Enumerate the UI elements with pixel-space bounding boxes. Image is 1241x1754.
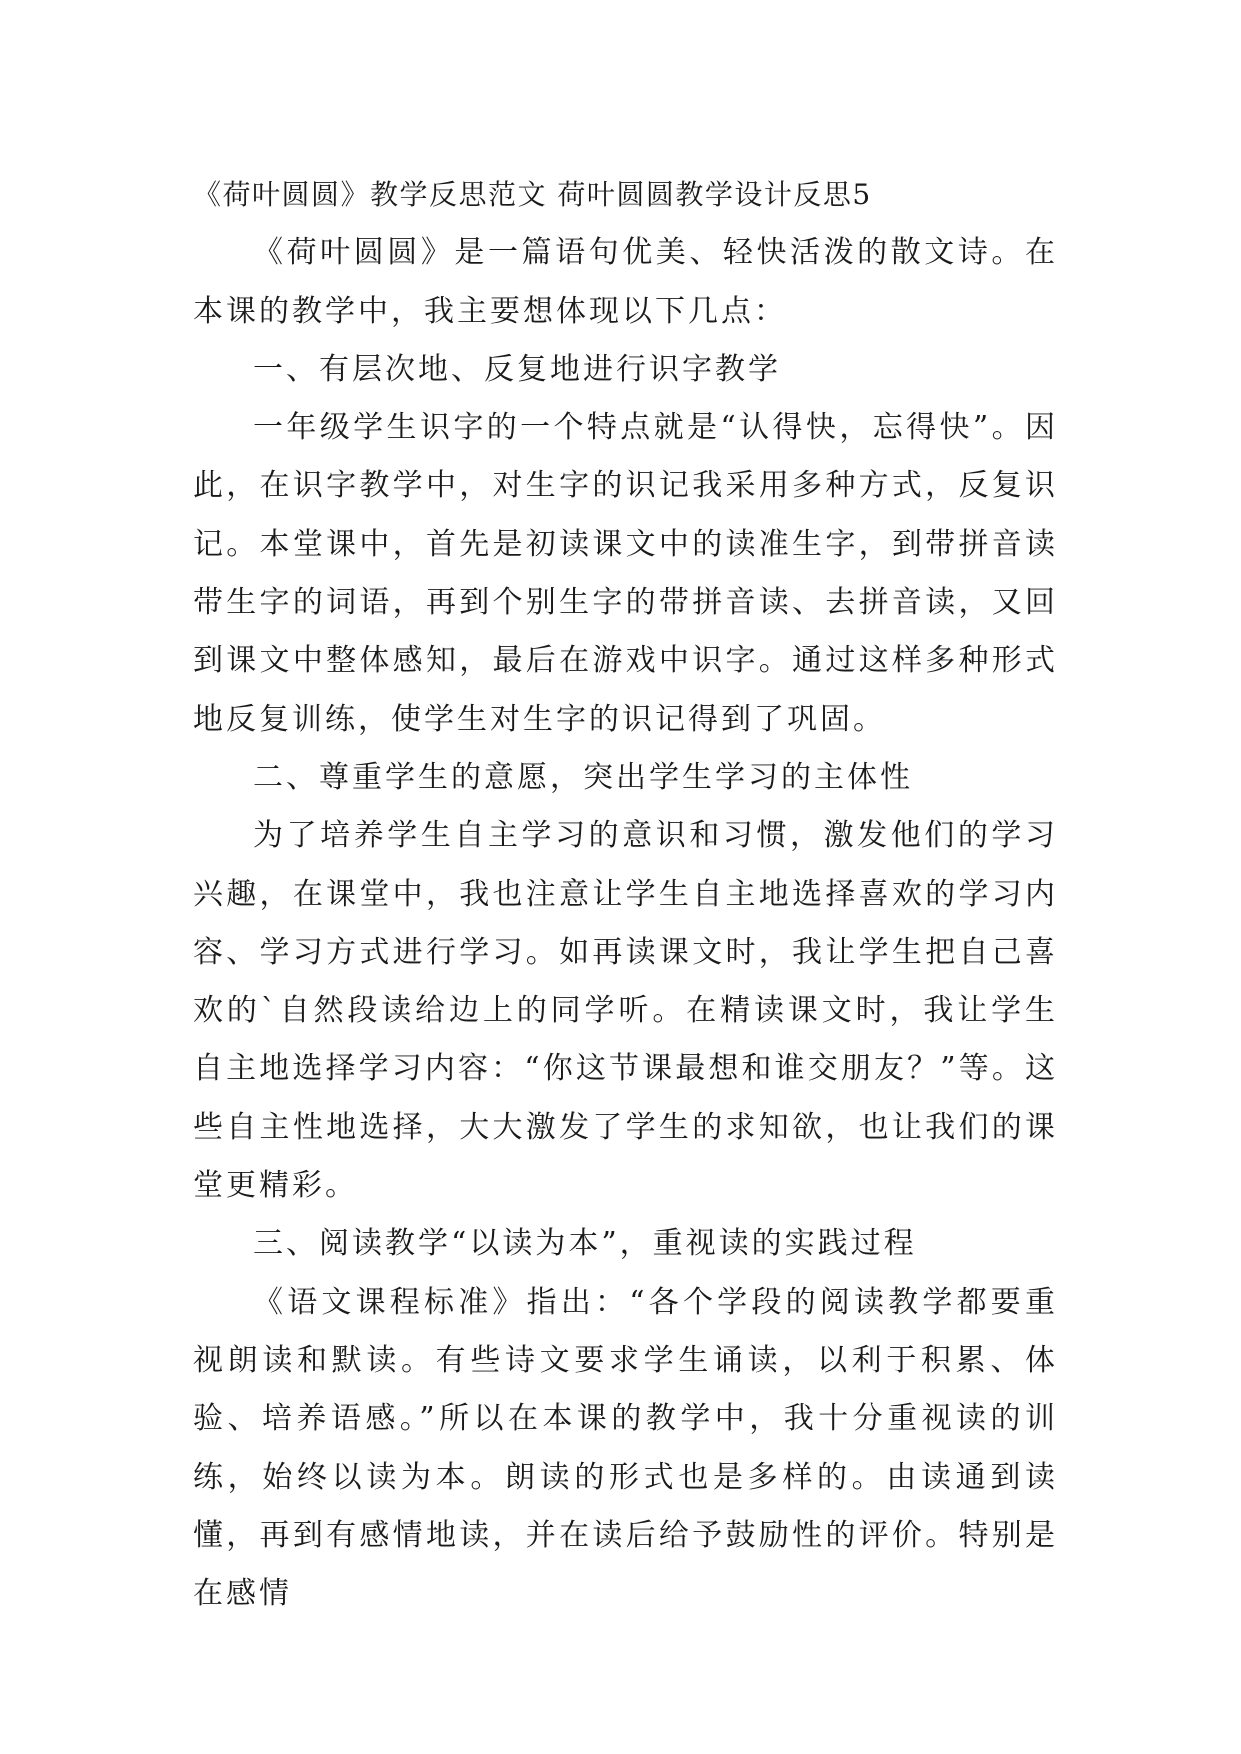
heading-section-2: 二、尊重学生的意愿，突出学生学习的主体性: [253, 759, 913, 795]
paragraph-intro: 《荷叶圆圆》是一篇语句优美、轻快活泼的散文诗。在本课的教学中，我主要想体现以下几点：: [193, 235, 1058, 329]
heading-section-1: 一、有层次地、反复地进行识字教学: [253, 351, 781, 387]
paragraph-section-2: 为了培养学生自主学习的意识和习惯，激发他们的学习兴趣，在课堂中，我也注意让学生自主地选择喜欢的学习内容、学习方式进行学习。如再读课文时，我让学生把自己喜欢的`自然段读给边上的同学听。在精读课文时，我让学生自主地选择学习内容：“你这节课最想和谁交朋友？”等。这些自主性地选择，大大激发了学生的求知欲，也让我们的课堂更精彩。: [193, 818, 1058, 1204]
paragraph-section-1: 一年级学生识字的一个特点就是“认得快，忘得快”。因此，在识字教学中，对生字的识记我采用多种方式，反复识记。本堂课中，首先是初读课文中的读准生字，到带拼音读带生字的词语，再到个别生字的带拼音读、去拼音读，又回到课文中整体感知，最后在游戏中识字。通过这样多种形式地反复训练，使学生对生字的识记得到了巩固。: [193, 410, 1058, 737]
document-title: 《荷叶圆圆》教学反思范文 荷叶圆圆教学设计反思5: [193, 178, 872, 211]
paragraph-section-3: 《语文课程标准》指出：“各个学段的阅读教学都要重视朗读和默读。有些诗文要求学生诵读，以利于积累、体验、培养语感。”所以在本课的教学中，我十分重视读的训练，始终以读为本。朗读的形式也是多样的。由读通到读懂，再到有感情地读，并在读后给予鼓励性的评价。特别是在感情: [193, 1284, 1058, 1612]
heading-section-3: 三、阅读教学“以读为本”，重视读的实践过程: [253, 1226, 917, 1262]
document-body: [193, 166, 1058, 1623]
